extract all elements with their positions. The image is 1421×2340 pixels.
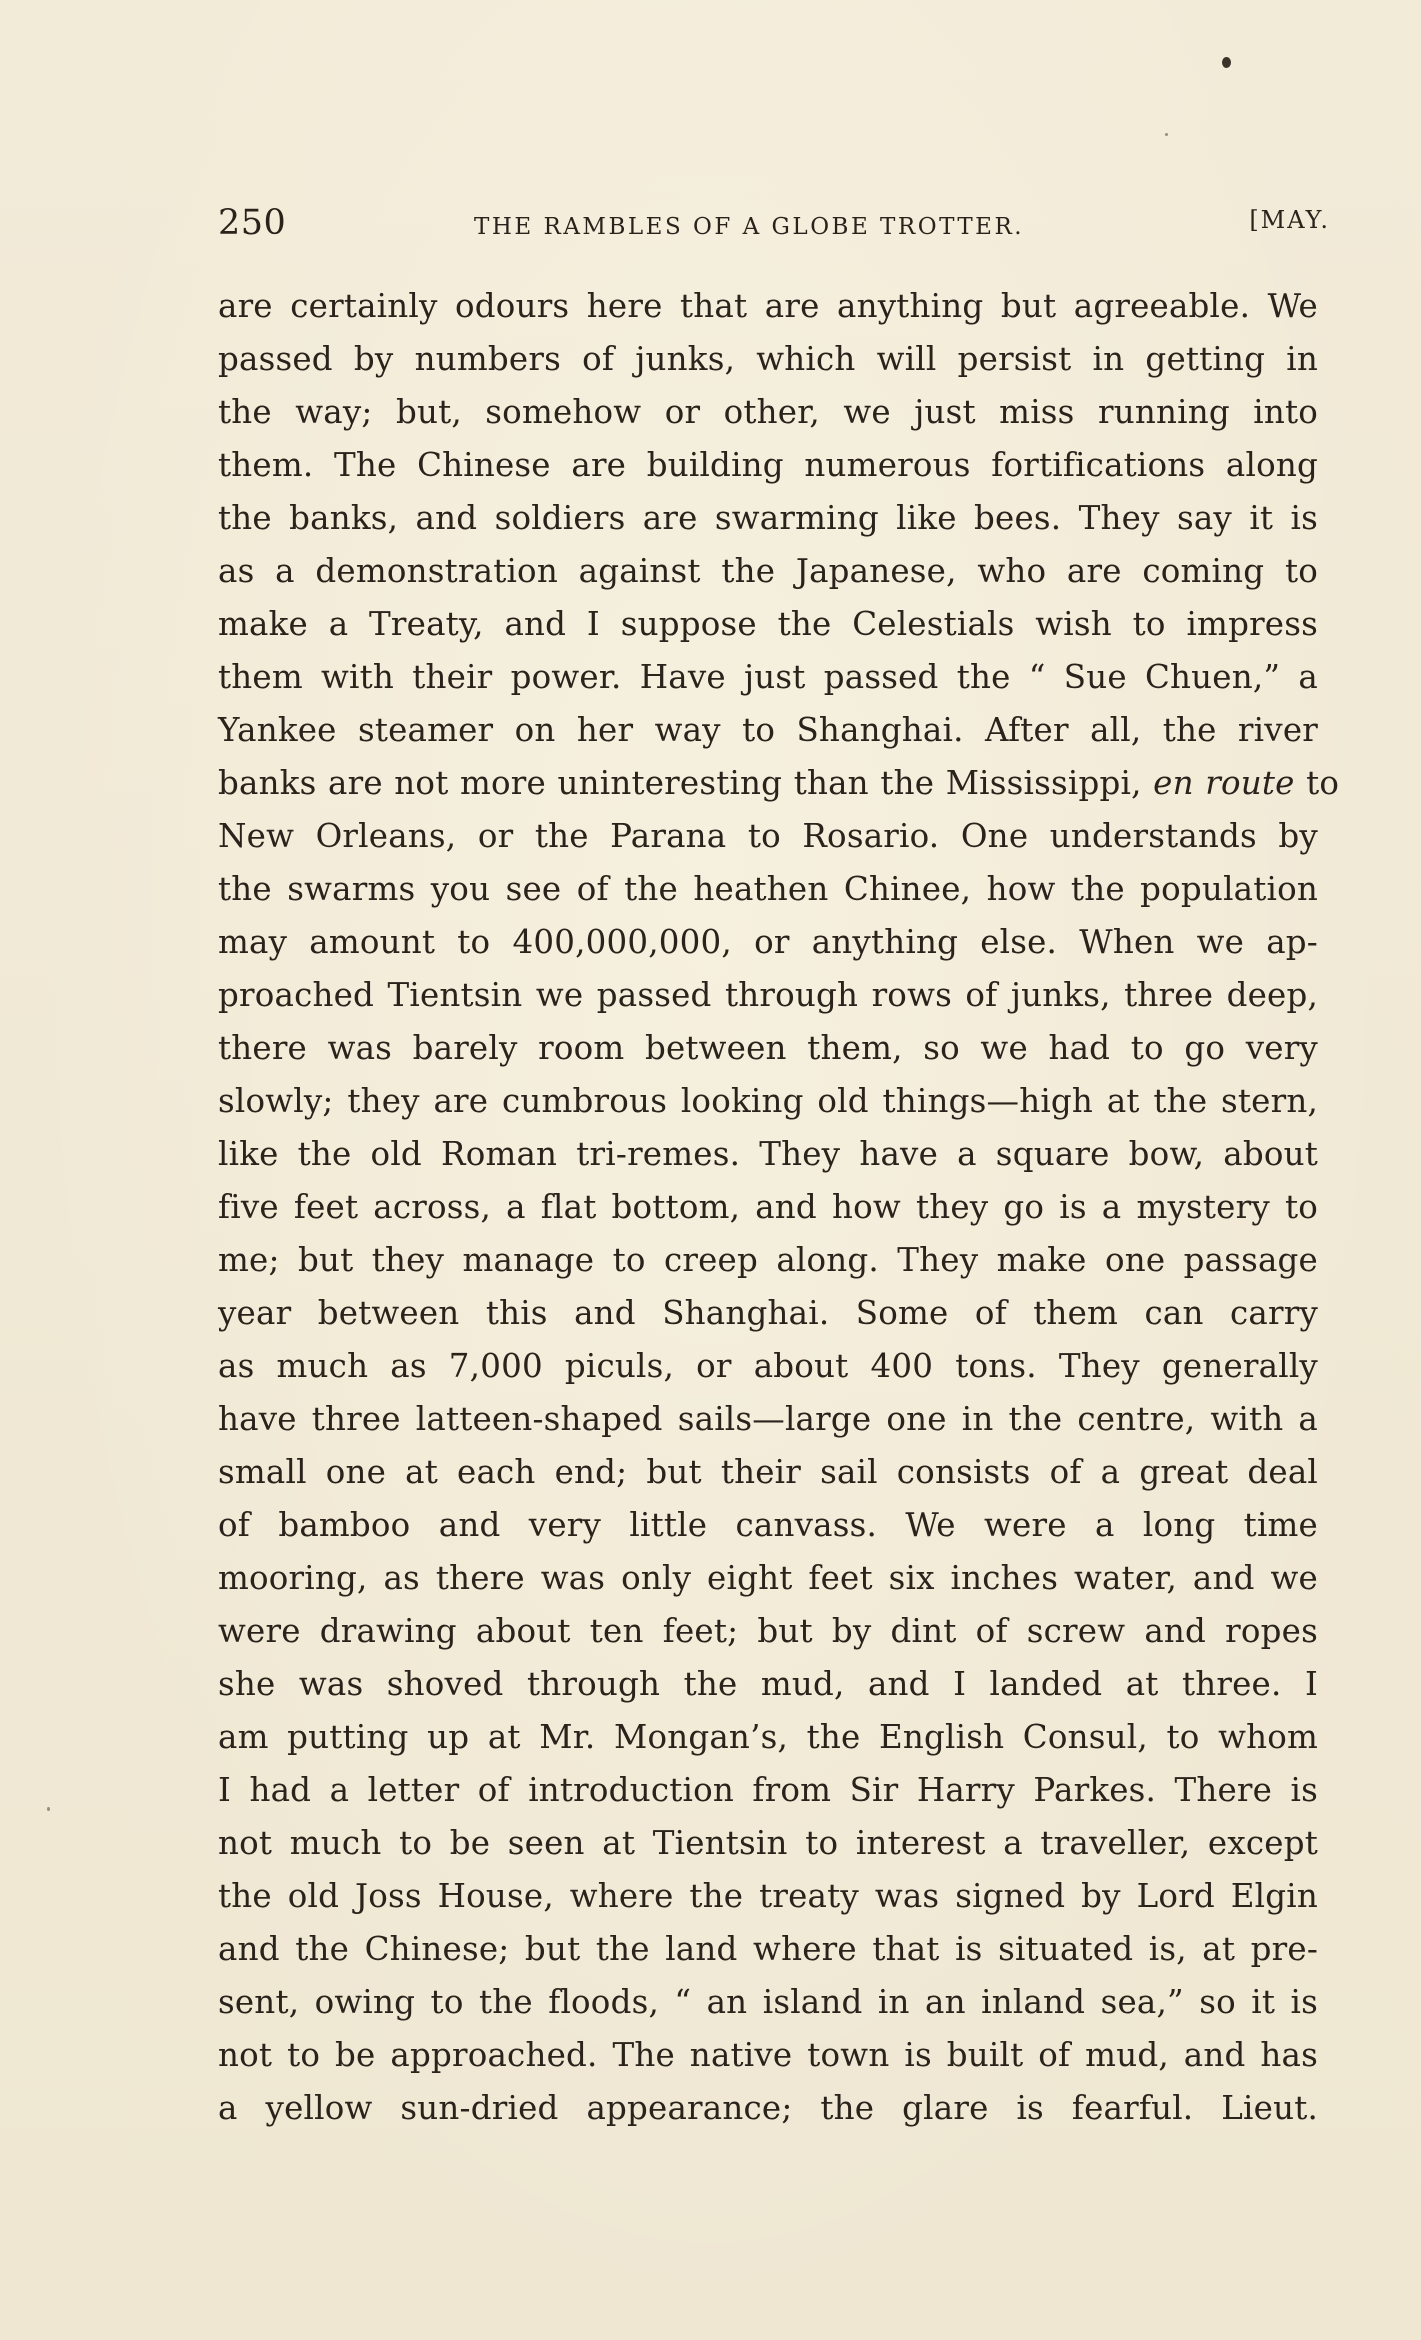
text-line: me; but they manage to creep along. They make one passage <box>218 1241 1318 1279</box>
section-mark: [MAY. <box>1249 206 1330 234</box>
text-line: the swarms you see of the heathen Chinee, how the population <box>218 870 1318 908</box>
text-line: slowly; they are cumbrous looking old things—high at the stern, <box>218 1082 1318 1120</box>
text-line: not to be approached. The native town is built of mud, and has <box>218 2036 1318 2074</box>
text-line: as a demonstration against the Japanese, who are coming to <box>218 552 1318 590</box>
text-line: a yellow sun-dried appearance; the glare is fearful. Lieut. <box>218 2089 1318 2127</box>
text-line: I had a letter of introduction from Sir Harry Parkes. There is <box>218 1771 1318 1809</box>
ink-speck <box>1165 133 1168 136</box>
text-line: there was barely room between them, so we had to go very <box>218 1029 1318 1067</box>
running-title: THE RAMBLES OF A GLOBE TROTTER. <box>474 214 1025 240</box>
text-line <box>218 757 1340 810</box>
ink-speck <box>47 1807 50 1811</box>
text-segment: to <box>1294 764 1340 802</box>
text-line: them. The Chinese are building numerous fortifications along <box>218 446 1318 484</box>
text-line: am putting up at Mr. Mongan’s, the English Consul, to whom <box>218 1718 1318 1756</box>
text-line: were drawing about ten feet; but by dint of screw and ropes <box>218 1612 1318 1650</box>
page-header <box>218 203 1330 263</box>
body-text <box>218 280 1340 2135</box>
text-line: as much as 7,000 piculs, or about 400 tons. They generally <box>218 1347 1318 1385</box>
text-line: are certainly odours here that are anything but agreeable. We <box>218 287 1318 325</box>
text-line: and the Chinese; but the land where that is situated is, at pre- <box>218 1930 1318 1968</box>
text-line: year between this and Shanghai. Some of them can carry <box>218 1294 1318 1332</box>
italic-phrase: en route <box>1153 764 1295 802</box>
text-line: the old Joss House, where the treaty was signed by Lord Elgin <box>218 1877 1318 1915</box>
text-line: have three latteen-shaped sails—large one in the centre, with a <box>218 1400 1318 1438</box>
text-line: not much to be seen at Tientsin to interest a traveller, except <box>218 1824 1318 1862</box>
text-line: make a Treaty, and I suppose the Celestials wish to impress <box>218 605 1318 643</box>
ink-speck <box>1222 57 1231 68</box>
text-line: she was shoved through the mud, and I landed at three. I <box>218 1665 1318 1703</box>
text-line: of bamboo and very little canvass. We were a long time <box>218 1506 1318 1544</box>
text-segment: banks are not more uninteresting than the Mississippi, <box>218 764 1154 802</box>
text-line: passed by numbers of junks, which will persist in getting in <box>218 340 1318 378</box>
text-line: New Orleans, or the Parana to Rosario. One understands by <box>218 817 1318 855</box>
text-line: may amount to 400,000,000, or anything else. When we ap- <box>218 923 1318 961</box>
text-line: mooring, as there was only eight feet six inches water, and we <box>218 1559 1318 1597</box>
text-line: proached Tientsin we passed through rows of junks, three deep, <box>218 976 1318 1014</box>
text-line: five feet across, a flat bottom, and how they go is a mystery to <box>218 1188 1318 1226</box>
text-line: sent, owing to the floods, “ an island in an inland sea,” so it is <box>218 1983 1318 2021</box>
page-number: 250 <box>218 203 287 243</box>
text-line: them with their power. Have just passed the “ Sue Chuen,” a <box>218 658 1318 696</box>
text-line: the way; but, somehow or other, we just miss running into <box>218 393 1318 431</box>
text-line: like the old Roman tri-remes. They have a square bow, about <box>218 1135 1318 1173</box>
text-line: Yankee steamer on her way to Shanghai. After all, the river <box>218 711 1318 749</box>
text-line: small one at each end; but their sail consists of a great deal <box>218 1453 1318 1491</box>
text-line: the banks, and soldiers are swarming like bees. They say it is <box>218 499 1318 537</box>
